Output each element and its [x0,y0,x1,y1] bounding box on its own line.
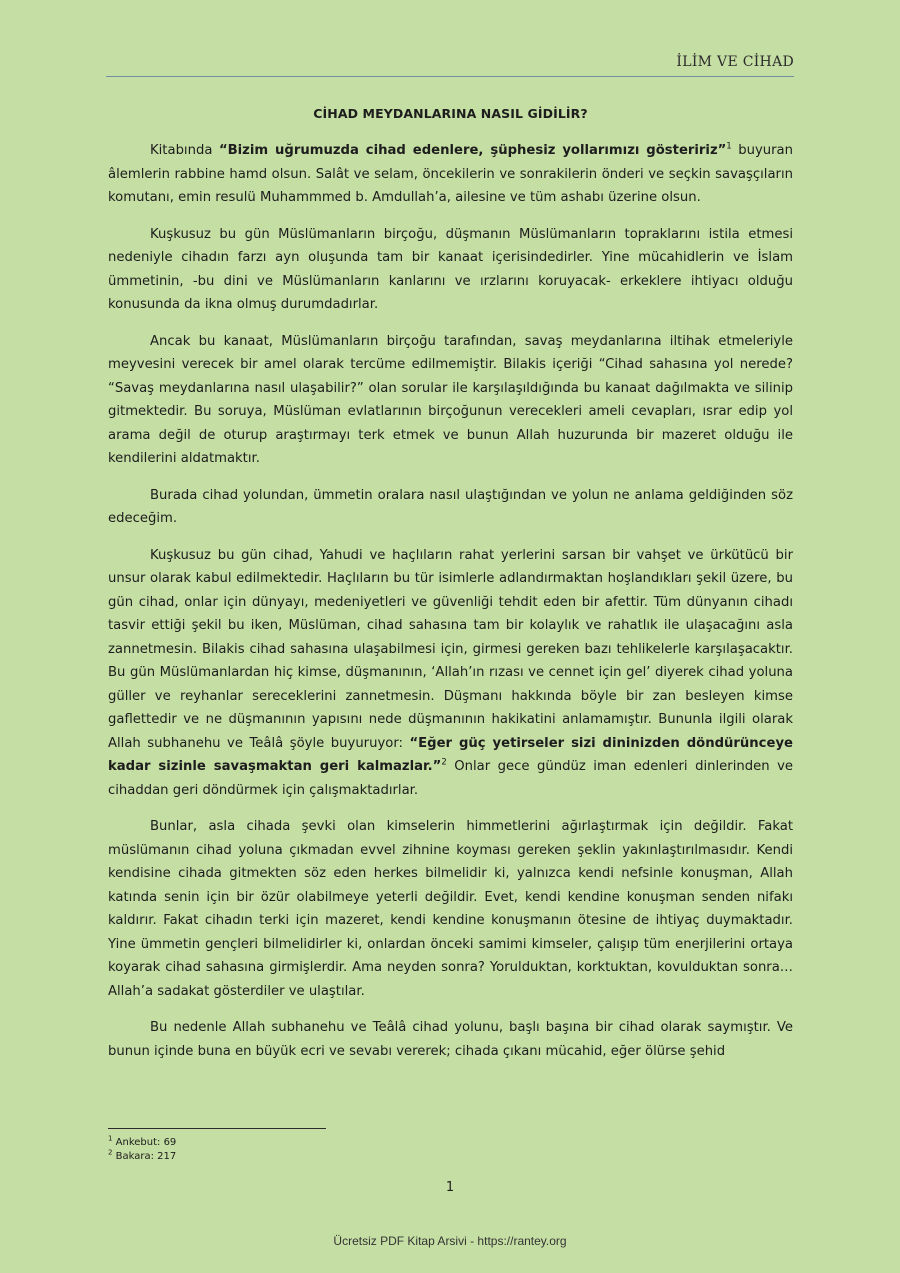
footnote-reference: 2 [441,757,447,768]
paragraph-text: Bunlar, asla cihada şevki olan kimselerin himmetlerini ağırlaştırmak için değildir. Fakat müslümanın cihad yoluna çıkmadan evvel zihnine koyması gereken şeklin yakınlaştırılmasıdır. Kendi kendisine cihada gitmekten söz eden herkes bilmelidir ki, yalnızca kendi nefsinle konuşman, Allah katında senin için bir özür olabilmeye yeterli değildir. Evet, kendi kendine konuşman senden nifakı kaldırır. Fakat cihadın terki için mazeret, kendi kendine konuşmanın ötesine de ihtiyaç duymaktadır. Yine ümmetin gençleri bilmelidirler ki, onlardan önceki samimi kimseler, çalışıp tüm enerjilerini ortaya koyarak cihad sahasına girmişlerdir. Ama neyden sonra? Yorulduktan, korktuktan, kovulduktan sonra… Allah’a sadakat gösterdiler ve ulaştılar. [108,819,793,999]
body-paragraph [108,223,793,317]
footnote-divider [108,1128,326,1129]
footnote-text: Bakara: 217 [112,1151,177,1162]
footnote-text: Ankebut: 69 [112,1137,177,1148]
quoted-verse: “Bizim uğrumuzda cihad edenlere, şüphesiz yollarımızı gösteririz” [218,143,727,158]
body-paragraph [108,815,793,1003]
paragraph-list [108,139,793,1063]
paragraph-text: Ancak bu kanaat, Müslümanların birçoğu tarafından, savaş meydanlarına iltihak etmeleriyle meyvesini verecek bir amel olarak tercüme edilmemiştir. Bilakis içeriği “Cihad sahasına yol nerede? “Savaş meydanlarına nasıl ulaşabilir?” olan sorular ile karşılaşıldığında bu kanaat dağılmakta ve silinip gitmektedir. Bu soruya, Müslüman evlatlarının birçoğunun verecekleri ameli cevapları, ısrar edip yol arama değil de oturup araştırmayı terk etmek ve bunun Allah huzurunda bir mazeret olduğu ile kendilerini aldatmaktır. [108,333,793,466]
watermark-text: Ücretsiz PDF Kitap Arsivi - https://rantey.org [333,1234,567,1248]
body-paragraph [108,330,793,471]
paragraph-text: buyuran âlemlerin rabbine hamd olsun. Salât ve selam, öncekilerin ve sonrakilerin önderi ve seçkin savaşçıların komutanı, emin resulü Muhammmed b. Amdullah’a, ailesine ve tüm ashabı üzerine olsun. [108,143,793,205]
body-paragraph [108,1016,793,1063]
paragraph-text: Kuşkusuz bu gün cihad, Yahudi ve haçlıların rahat yerlerini sarsan bir vahşet ve ürkütücü bir unsur olarak kabul edilmektedir. Haçlıların bu tür isimlerle adlandırmaktan hoşlandıkları şekil üzere, bu gün cihad, onlar için dünyayı, medeniyetleri ve güvenliği tehdit eden bir afettir. Tüm dünyanın cihadı tasvir ettiği şekil bu iken, Müslüman, cihad sahasına tam bir kolaylık ve rahatlık ile ulaşacağını asla zannetmesin. Bilakis cihad sahasına ulaşabilmesi için, girmesi gereken bazı tehlikelerle karşılaşacaktır. Bu gün Müslümanlardan hiç kimse, düşmanının, ‘Allah’ın rızası ve cennet için gel’ diyerek cihad yoluna güller ve reyhanlar sereceklerini zannetmesin. Düşmanı hakkında böyle bir zan besleyen kimse gaflettedir ve ne düşmanının yapısını nede düşmanının hakikatini anlamamıştır. Bununla ilgili olarak Allah subhanehu ve Teâlâ şöyle buyuruyor: [108,547,793,751]
footnote-mark: 1 [108,1134,113,1143]
quoted-verse: “Eğer güç yetirseler sizi dininizden döndürünceye kadar sizinle savaşmaktan geri kalmazlar.” [108,735,793,774]
section-title: CİHAD MEYDANLARINA NASIL GİDİLİR? [313,106,588,121]
page-body [108,106,793,1076]
header-divider [106,76,794,77]
footnote-item [108,1150,176,1164]
paragraph-text: Onlar gece gündüz iman edenleri dinlerinden ve cihaddan geri döndürmek için çalışmaktadırlar. [108,759,793,798]
paragraph-text: Bu nedenle Allah subhanehu ve Teâlâ cihad yolunu, başlı başına bir cihad olarak saymıştır. Ve bunun içinde buna en büyük ecri ve sevabı vererek; cihada çıkanı mücahid, eğer ölürse şehid [108,1020,793,1059]
footnote-list [108,1136,176,1164]
page-number: 1 [445,1180,455,1195]
footnote-reference: 1 [726,141,732,152]
paragraph-text: Kuşkusuz bu gün Müslümanların birçoğu, düşmanın Müslümanların topraklarını istila etmesi nedeniyle cihadın farzı ayn oluşunda tam bir kanaat içerisindedirler. Yine mücahidlerin ve İslam ümmetinin, -bu dini ve Müslümanların kanlarını ve ırzlarını koruyacak- erkeklere ihtiyacı olduğu konusunda da ikna olmuş durumdadırlar. [108,226,793,312]
footnote-mark: 2 [108,1148,113,1157]
body-paragraph [108,544,793,803]
paragraph-text: Kitabında [150,143,219,158]
body-paragraph [108,139,793,210]
body-paragraph [108,484,793,531]
footnote-item [108,1136,176,1150]
running-title: İLİM VE CİHAD [676,54,794,70]
paragraph-text: Burada cihad yolundan, ümmetin oralara nasıl ulaştığından ve yolun ne anlama geldiğinden söz edeceğim. [108,487,793,526]
